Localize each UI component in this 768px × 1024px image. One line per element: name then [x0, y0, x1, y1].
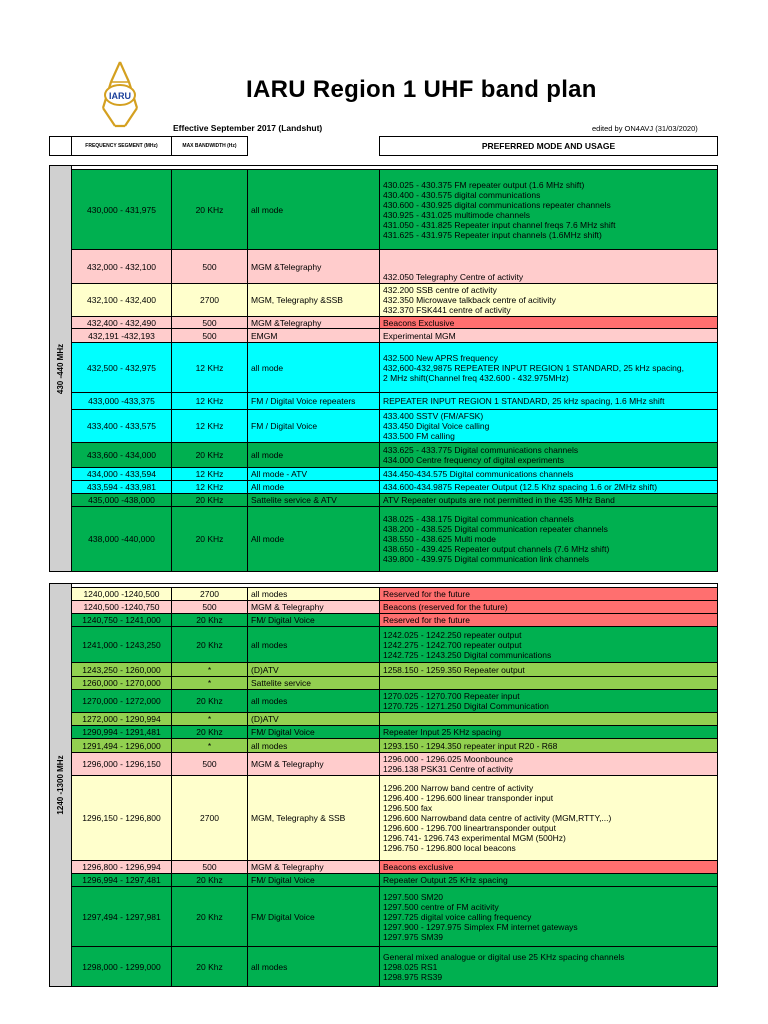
header-blank	[50, 137, 72, 156]
usage	[380, 170, 718, 250]
mode: all mode	[248, 343, 380, 393]
frequency-segment: 1296,800 - 1296,994	[72, 861, 172, 874]
max-bandwidth: 12 KHz	[172, 393, 248, 410]
band-row	[50, 861, 718, 874]
usage-line: 438.550 - 438.625 Multi mode	[383, 534, 496, 544]
usage-line: Reserved for the future	[383, 589, 470, 599]
frequency-segment: 432,500 - 432,975	[72, 343, 172, 393]
frequency-segment: 433,594 - 433,981	[72, 481, 172, 494]
usage	[380, 861, 718, 874]
usage-line: 1242.025 - 1242.250 repeater output	[383, 629, 522, 640]
mode: EMGM	[248, 329, 380, 343]
usage-line: 438.200 - 438.525 Digital communication repeater channels	[383, 524, 608, 534]
frequency-segment: 432,100 - 432,400	[72, 284, 172, 317]
max-bandwidth: 500	[172, 753, 248, 776]
band-row	[50, 588, 718, 601]
usage	[380, 250, 718, 284]
max-bandwidth: 500	[172, 601, 248, 614]
max-bandwidth: 20 KHz	[172, 507, 248, 572]
mode: all modes	[248, 739, 380, 753]
max-bandwidth: *	[172, 739, 248, 753]
usage-line: 1296.400 - 1296.600 linear transponder input	[383, 793, 554, 803]
frequency-segment: 430,000 - 431,975	[72, 170, 172, 250]
usage	[380, 343, 718, 393]
usage-line: 431.625 - 431.975 Repeater input channels (1.6MHz shift)	[383, 229, 602, 240]
max-bandwidth: 2700	[172, 284, 248, 317]
max-bandwidth: 2700	[172, 776, 248, 861]
mode: MGM, Telegraphy &SSB	[248, 284, 380, 317]
mode: FM/ Digital Voice	[248, 874, 380, 887]
usage-line: 1298.975 RS39	[383, 971, 443, 982]
usage-line: 1296.600 Narrowband data centre of activity (MGM,RTTY,...)	[383, 813, 612, 823]
usage-line: 1270.725 - 1271.250 Digital Communication	[383, 701, 549, 711]
usage-line: Reserved for the future	[383, 615, 470, 625]
usage-line: 1296.000 - 1296.025 Moonbounce	[383, 754, 513, 764]
usage	[380, 614, 718, 627]
usage	[380, 443, 718, 468]
mode: FM/ Digital Voice	[248, 887, 380, 947]
frequency-segment: 432,000 - 432,100	[72, 250, 172, 284]
usage-line: Beacons (reserved for the future)	[383, 602, 508, 612]
usage	[380, 588, 718, 601]
band-row	[50, 627, 718, 663]
band-label	[50, 166, 72, 572]
iaru-logo	[98, 60, 142, 130]
page-title: IARU Region 1 UHF band plan	[246, 76, 597, 103]
max-bandwidth: 20 Khz	[172, 614, 248, 627]
usage-line: 1242.275 - 1242.700 repeater output	[383, 639, 522, 650]
band-row	[50, 690, 718, 713]
band-row	[50, 713, 718, 726]
frequency-segment: 434,000 - 433,594	[72, 468, 172, 481]
usage-line: 1297.975 SM39	[383, 931, 444, 942]
usage-line: 1270.025 - 1270.700 Repeater input	[383, 691, 520, 701]
usage	[380, 739, 718, 753]
mode: MGM &Telegraphy	[248, 250, 380, 284]
usage-line: 439.800 - 439.975 Digital communication link channels	[383, 554, 590, 564]
usage	[380, 677, 718, 690]
usage-line: 1296.138 PSK31 Centre of activity	[383, 764, 513, 774]
usage	[380, 393, 718, 410]
usage-line: 431.050 - 431.825 Repeater input channel freqs 7.6 MHz shift	[383, 219, 616, 230]
usage	[380, 887, 718, 947]
frequency-segment: 1296,000 - 1296,150	[72, 753, 172, 776]
header-usage: PREFERRED MODE AND USAGE	[380, 137, 718, 156]
max-bandwidth: 20 Khz	[172, 887, 248, 947]
frequency-segment: 433,000 -433,375	[72, 393, 172, 410]
max-bandwidth: 12 KHz	[172, 468, 248, 481]
header-bandwidth: MAX BANDWIDTH (Hz)	[172, 137, 248, 156]
usage-line: 433.625 - 433.775 Digital communications channels	[383, 445, 579, 455]
mode: Sattelite service	[248, 677, 380, 690]
usage	[380, 329, 718, 343]
max-bandwidth: 2700	[172, 588, 248, 601]
max-bandwidth: 20 Khz	[172, 627, 248, 663]
frequency-segment: 433,400 - 433,575	[72, 410, 172, 443]
mode: MGM & Telegraphy	[248, 601, 380, 614]
usage-line: 433.500 FM calling	[383, 431, 455, 441]
frequency-segment: 435,000 -438,000	[72, 494, 172, 507]
usage	[380, 663, 718, 677]
mode: all mode	[248, 170, 380, 250]
max-bandwidth: 20 KHz	[172, 494, 248, 507]
usage	[380, 753, 718, 776]
mode: all modes	[248, 588, 380, 601]
usage-line: 1296.500 fax	[383, 803, 433, 813]
usage-line: 433.450 Digital Voice calling	[383, 421, 490, 431]
usage-line: ATV Repeater outputs are not permitted in the 435 MHz Band	[383, 495, 615, 505]
usage-line: REPEATER INPUT REGION 1 STANDARD, 25 kHz spacing, 1.6 MHz shift	[383, 396, 665, 406]
band-row	[50, 887, 718, 947]
frequency-segment: 1296,994 - 1297,481	[72, 874, 172, 887]
mode: FM / Digital Voice	[248, 410, 380, 443]
mode: MGM, Telegraphy & SSB	[248, 776, 380, 861]
mode: Sattelite service & ATV	[248, 494, 380, 507]
max-bandwidth: 12 KHz	[172, 343, 248, 393]
max-bandwidth: 500	[172, 861, 248, 874]
band-row	[50, 481, 718, 494]
usage-line: 1296.741- 1296.743 experimental MGM (500Hz)	[383, 833, 566, 843]
usage-line: 1296.750 - 1296.800 local beacons	[383, 843, 516, 853]
max-bandwidth: *	[172, 663, 248, 677]
frequency-segment: 1240,500 -1240,750	[72, 601, 172, 614]
band-row	[50, 677, 718, 690]
usage	[380, 776, 718, 861]
usage-line: 438.650 - 439.425 Repeater output channels (7.6 MHz shift)	[383, 544, 610, 554]
max-bandwidth: *	[172, 677, 248, 690]
logo-text: IARU	[109, 91, 131, 101]
header-frequency: FREQUENCY SEGMENT (MHz)	[72, 137, 172, 156]
usage	[380, 481, 718, 494]
usage-line	[383, 262, 714, 272]
usage-line: 432.500 New APRS frequency	[383, 352, 498, 363]
usage	[380, 713, 718, 726]
usage-line: Repeater Input 25 KHz spacing	[383, 727, 502, 737]
header-spacer	[248, 137, 380, 156]
mode: All mode	[248, 481, 380, 494]
band-row	[50, 343, 718, 393]
usage-line: Beacons exclusive	[383, 862, 454, 872]
max-bandwidth: 500	[172, 317, 248, 329]
usage-line: 430.925 - 431.025 multimode channels	[383, 209, 530, 220]
usage-line: 430.600 - 430.925 digital communications repeater channels	[383, 199, 611, 210]
frequency-segment: 1240,000 -1240,500	[72, 588, 172, 601]
usage-line: 438.025 - 438.175 Digital communication channels	[383, 514, 574, 524]
mode: all mode	[248, 443, 380, 468]
edited-by: edited by ON4AVJ (31/03/2020)	[592, 124, 698, 133]
usage-line: Experimental MGM	[383, 330, 456, 341]
usage-line: 434.000 Centre frequency of digital experiments	[383, 455, 564, 465]
mode: All mode - ATV	[248, 468, 380, 481]
usage	[380, 690, 718, 713]
band-row	[50, 726, 718, 739]
usage-line	[383, 252, 714, 262]
usage-line: 433.400 SSTV (FM/AFSK)	[383, 411, 484, 421]
frequency-segment: 1260,000 - 1270,000	[72, 677, 172, 690]
usage-line: 432.200 SSB centre of activity	[383, 285, 497, 295]
usage-line: 2 MHz shift(Channel freq 432.600 - 432.975MHz)	[383, 372, 569, 383]
usage-line: 432.370 FSK441 centre of activity	[383, 305, 511, 315]
usage	[380, 494, 718, 507]
usage	[380, 410, 718, 443]
mode: FM/ Digital Voice	[248, 614, 380, 627]
frequency-segment: 1241,000 - 1243,250	[72, 627, 172, 663]
band-row	[50, 468, 718, 481]
usage-line: 430.025 - 430.375 FM repeater output (1.6 MHz shift)	[383, 179, 585, 190]
band-1240-table	[49, 583, 718, 987]
usage-line: Beacons Exclusive	[383, 317, 455, 328]
band-row	[50, 393, 718, 410]
frequency-segment: 432,191 -432,193	[72, 329, 172, 343]
frequency-segment: 1297,494 - 1297,981	[72, 887, 172, 947]
max-bandwidth: 20 Khz	[172, 947, 248, 987]
max-bandwidth: 20 Khz	[172, 690, 248, 713]
frequency-segment: 1270,000 - 1272,000	[72, 690, 172, 713]
usage	[380, 874, 718, 887]
column-header-table	[49, 136, 718, 156]
band-row	[50, 776, 718, 861]
usage-line: 1242.725 - 1243.250 Digital communications	[383, 649, 552, 660]
mode: all modes	[248, 627, 380, 663]
usage-line: 432.050 Telegraphy Centre of activity	[383, 271, 524, 282]
max-bandwidth: 12 KHz	[172, 481, 248, 494]
band-430-table	[49, 165, 718, 572]
band-row	[50, 947, 718, 987]
usage-line: 1258.150 - 1259.350 Repeater output	[383, 664, 525, 675]
frequency-segment: 1240,750 - 1241,000	[72, 614, 172, 627]
band-row	[50, 170, 718, 250]
band-row	[50, 443, 718, 468]
frequency-segment: 1272,000 - 1290,994	[72, 713, 172, 726]
mode: MGM &Telegraphy	[248, 317, 380, 329]
band-row	[50, 284, 718, 317]
usage-line: Repeater Output 25 KHz spacing	[383, 875, 508, 885]
band-row	[50, 601, 718, 614]
usage-line	[383, 678, 714, 688]
band-row	[50, 410, 718, 443]
max-bandwidth: *	[172, 713, 248, 726]
usage-line: 432.350 Microwave talkback centre of acitivity	[383, 295, 556, 305]
usage-line: 432,600-432,9875 REPEATER INPUT REGION 1 STANDARD, 25 kHz spacing,	[383, 362, 684, 373]
band-row	[50, 250, 718, 284]
frequency-segment: 432,400 - 432,490	[72, 317, 172, 329]
usage	[380, 507, 718, 572]
band-row	[50, 507, 718, 572]
max-bandwidth: 500	[172, 250, 248, 284]
usage-line: 1296.200 Narrow band centre of activity	[383, 783, 534, 793]
max-bandwidth: 20 Khz	[172, 874, 248, 887]
usage	[380, 601, 718, 614]
mode: FM / Digital Voice repeaters	[248, 393, 380, 410]
band-row	[50, 663, 718, 677]
frequency-segment: 433,600 - 434,000	[72, 443, 172, 468]
band-label-text: 1240 -1300 MHz	[55, 755, 65, 815]
band-row	[50, 739, 718, 753]
band-label	[50, 584, 72, 987]
usage-line: 434.450-434.575 Digital communications channels	[383, 469, 574, 479]
usage-line	[383, 714, 714, 724]
band-row	[50, 494, 718, 507]
usage-line: 434.600-434.9875 Repeater Output (12.5 Khz spacing 1.6 or 2MHz shift)	[383, 482, 658, 492]
band-row	[50, 317, 718, 329]
usage-line: General mixed analogue or digital use 25 KHz spacing channels	[383, 951, 625, 962]
usage-line: 1297.500 SM20	[383, 891, 444, 902]
mode: MGM & Telegraphy	[248, 861, 380, 874]
band-row	[50, 753, 718, 776]
usage-line: 1296.600 - 1296.700 lineartransponder output	[383, 823, 556, 833]
usage	[380, 947, 718, 987]
usage	[380, 468, 718, 481]
mode: all modes	[248, 947, 380, 987]
mode: (D)ATV	[248, 713, 380, 726]
max-bandwidth: 20 KHz	[172, 170, 248, 250]
max-bandwidth: 500	[172, 329, 248, 343]
mode: FM/ Digital Voice	[248, 726, 380, 739]
usage-line: 1297.725 digital voice calling frequency	[383, 911, 532, 922]
frequency-segment: 1243,250 - 1260,000	[72, 663, 172, 677]
band-row	[50, 614, 718, 627]
usage	[380, 627, 718, 663]
usage-line: 1293.150 - 1294.350 repeater input R20 - R68	[383, 740, 558, 751]
usage-line: 430.400 - 430.575 digital communications	[383, 189, 541, 200]
mode: MGM & Telegraphy	[248, 753, 380, 776]
band-row	[50, 874, 718, 887]
mode: All mode	[248, 507, 380, 572]
usage	[380, 284, 718, 317]
frequency-segment: 1296,150 - 1296,800	[72, 776, 172, 861]
band-row	[50, 329, 718, 343]
max-bandwidth: 12 KHz	[172, 410, 248, 443]
mode: all modes	[248, 690, 380, 713]
usage-line: 1297.900 - 1297.975 Simplex FM internet gateways	[383, 921, 578, 932]
usage	[380, 726, 718, 739]
usage-line: 1297.500 centre of FM acitivity	[383, 901, 499, 912]
max-bandwidth: 20 KHz	[172, 443, 248, 468]
usage-line: 1298.025 RS1	[383, 961, 438, 972]
mode: (D)ATV	[248, 663, 380, 677]
frequency-segment: 1291,494 - 1296,000	[72, 739, 172, 753]
usage	[380, 317, 718, 329]
frequency-segment: 438,000 -440,000	[72, 507, 172, 572]
frequency-segment: 1298,000 - 1299,000	[72, 947, 172, 987]
frequency-segment: 1290,994 - 1291,481	[72, 726, 172, 739]
band-label-text: 430 -440 MHz	[55, 343, 65, 394]
effective-date: Effective September 2017 (Landshut)	[173, 123, 323, 133]
max-bandwidth: 20 Khz	[172, 726, 248, 739]
